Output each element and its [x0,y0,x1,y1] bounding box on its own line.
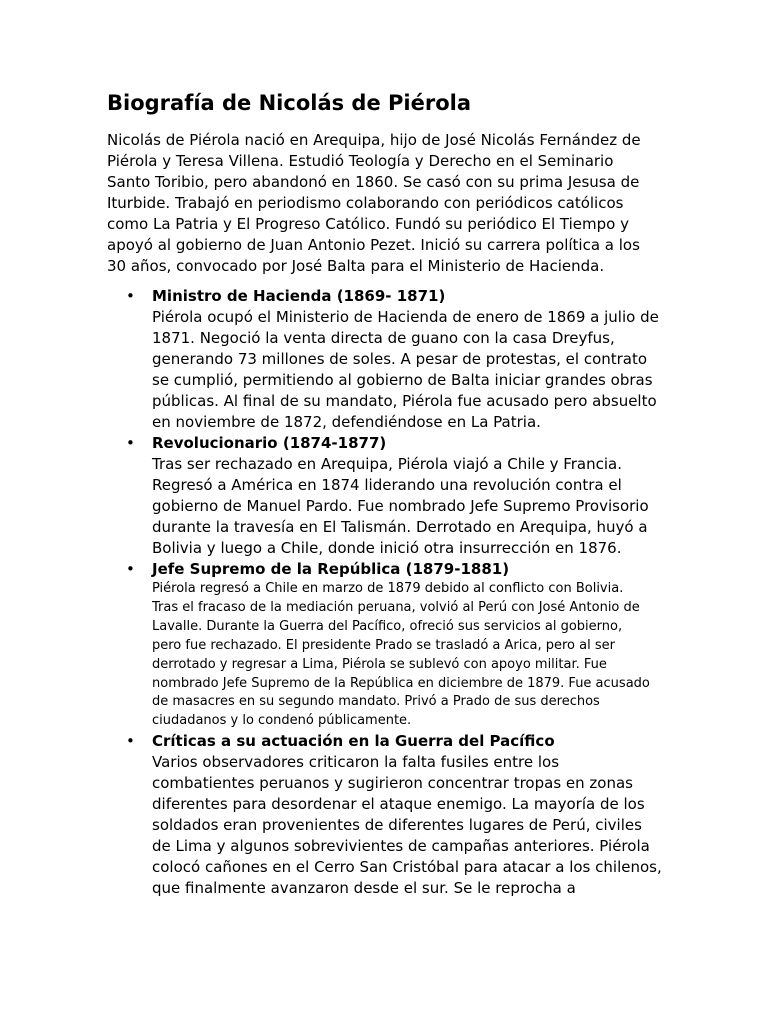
section-heading: Ministro de Hacienda (1869- 1871) [152,287,446,305]
list-item [107,433,668,559]
bullet-icon: • [126,434,135,452]
bullet-icon: • [126,560,135,578]
intro-paragraph: Nicolás de Piérola nació en Arequipa, hijo de José Nicolás Fernández de Piérola y Teresa Villena. Estudió Teología y Derecho en el Seminario Santo Toribio, pero abandonó en 1860. Se casó con su prima Jesusa de Iturbide. Trabajó en periodismo colaborando con periódicos católicos como La Patria y El Progreso Católico. Fundó su periódico El Tiempo y apoyó al gobierno de Juan Antonio Pezet. Inició su carrera política a los 30 años, convocado por José Balta para el Ministerio de Hacienda. [107,131,641,275]
section-heading: Críticas a su actuación en la Guerra del Pacífico [152,732,555,751]
section-body: Varios observadores criticaron la falta fusiles entre los combatientes peruanos y sugirieron concentrar tropas en zonas diferentes para desordenar el ataque enemigo. La mayoría de los soldados eran provenientes de diferentes lugares de Perú, civiles de Lima y algunos sobrevivientes de campañas anteriores. Piérola colocó cañones en el Cerro San Cristóbal para atacar a los chilenos, que finalmente avanzaron desde el sur. Se le reprocha a [152,753,662,898]
list-item [107,559,668,731]
section-heading: Revolucionario (1874-1877) [152,434,387,452]
list-item [107,286,668,433]
list-item [107,731,668,899]
section-body: Piérola regresó a Chile en marzo de 1879 debido al conflicto con Bolivia. Tras el fracaso de la mediación peruana, volvió al Perú con José Antonio de Lavalle. Durante la Guerra del Pacífico, ofreció sus servicios al gobierno, pero fue rechazado. El presidente Prado se trasladó a Arica, pero al ser derrotado y regresar a Lima, Piérola se sublevó con apoyo militar. Fue nombrado Jefe Supremo de la República en diciembre de 1879. Fue acusado de masacres en su segundo mandato. Privó a Prado de sus derechos ciudadanos y lo condenó públicamente. [152,581,650,729]
page-title: Biografía de Nicolás de Piérola [107,91,471,115]
section-list [107,286,668,899]
bullet-icon: • [126,287,135,305]
section-heading: Jefe Supremo de la República (1879-1881) [152,560,510,578]
bullet-icon: • [126,732,135,751]
section-body: Tras ser rechazado en Arequipa, Piérola viajó a Chile y Francia. Regresó a América en 1874 liderando una revolución contra el gobierno de Manuel Pardo. Fue nombrado Jefe Supremo Provisorio durante la travesía en El Talismán. Derrotado en Arequipa, huyó a Bolivia y luego a Chile, donde inició otra insurrección en 1876. [152,455,649,557]
section-body: Piérola ocupó el Ministerio de Hacienda de enero de 1869 a julio de 1871. Negoció la venta directa de guano con la casa Dreyfus, generando 73 millones de soles. A pesar de protestas, el contrato se cumplió, permitiendo al gobierno de Balta iniciar grandes obras públicas. Al final de su mandato, Piérola fue acusado pero absuelto en noviembre de 1872, defendiéndose en La Patria. [152,308,659,431]
